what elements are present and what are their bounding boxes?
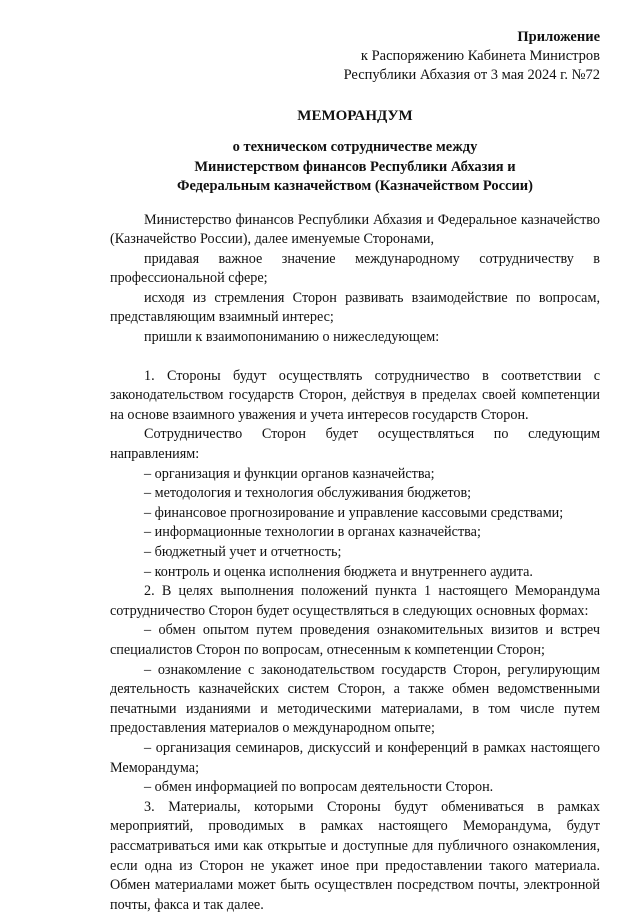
direction-item: – информационные технологии в органах казначейства; [110,523,600,543]
appendix-line-2: Республики Абхазия от 3 мая 2024 г. №72 [110,66,600,85]
memorandum-body [110,211,600,915]
clause-3: 3. Материалы, которыми Стороны будут обмениваться в рамках мероприятий, проводимых в рамках настоящего Меморандума, будут рассматриваться ими как открытые и доступные для публичного ознакомления, если одна из Сторон не укажет иное при предоставлении такого материала. Обмен материалами может быть осуществлен посредством почты, электронной почты, факса и так далее. [110,798,600,915]
subtitle-line-1: о техническом сотрудничестве между [110,138,600,158]
subtitle-line-2: Министерством финансов Республики Абхазия и [110,158,600,178]
intro-paragraph: Министерство финансов Республики Абхазия и Федеральное казначейство (Казначейство России), далее именуемые Сторонами, [110,211,600,250]
form-item: – ознакомление с законодательством государств Сторон, регулирующим деятельность казначейских систем Сторон, а также обмен ведомственными печатными изданиями и методическими материалами, в том числе путем предоставления материалов о международном опыте; [110,661,600,739]
form-item: – обмен опытом путем проведения ознакомительных визитов и встреч специалистов Сторон по вопросам, отнесенным к компетенции Сторон; [110,621,600,660]
intro-paragraph: придавая важное значение международному сотрудничеству в профессиональной сфере; [110,250,600,289]
spacer [110,348,600,367]
direction-item: – бюджетный учет и отчетность; [110,543,600,563]
memorandum-subtitle [110,138,600,197]
intro-paragraph: исходя из стремления Сторон развивать взаимодействие по вопросам, представляющим взаимный интерес; [110,289,600,328]
form-item: – организация семинаров, дискуссий и конференций в рамках настоящего Меморандума; [110,739,600,778]
form-item: – обмен информацией по вопросам деятельности Сторон. [110,778,600,798]
appendix-line-1: к Распоряжению Кабинета Министров [110,47,600,66]
memorandum-title: МЕМОРАНДУМ [110,107,600,126]
direction-item: – контроль и оценка исполнения бюджета и внутреннего аудита. [110,563,600,583]
clause-2: 2. В целях выполнения положений пункта 1 настоящего Меморандума сотрудничество Сторон будет осуществляться в следующих основных формах: [110,582,600,621]
direction-item: – организация и функции органов казначейства; [110,465,600,485]
appendix-title: Приложение [110,28,600,47]
subtitle-line-3: Федеральным казначейством (Казначейством России) [110,177,600,197]
appendix-header [110,28,600,85]
direction-item: – финансовое прогнозирование и управление кассовыми средствами; [110,504,600,524]
intro-paragraph: пришли к взаимопониманию о нижеследующем: [110,328,600,348]
direction-item: – методология и технология обслуживания бюджетов; [110,484,600,504]
directions-intro: Сотрудничество Сторон будет осуществляться по следующим направлениям: [110,425,600,464]
clause-1: 1. Стороны будут осуществлять сотрудничество в соответствии с законодательством государств Сторон, действуя в пределах своей компетенции на основе взаимного уважения и учета интересов государств Сторон. [110,367,600,426]
